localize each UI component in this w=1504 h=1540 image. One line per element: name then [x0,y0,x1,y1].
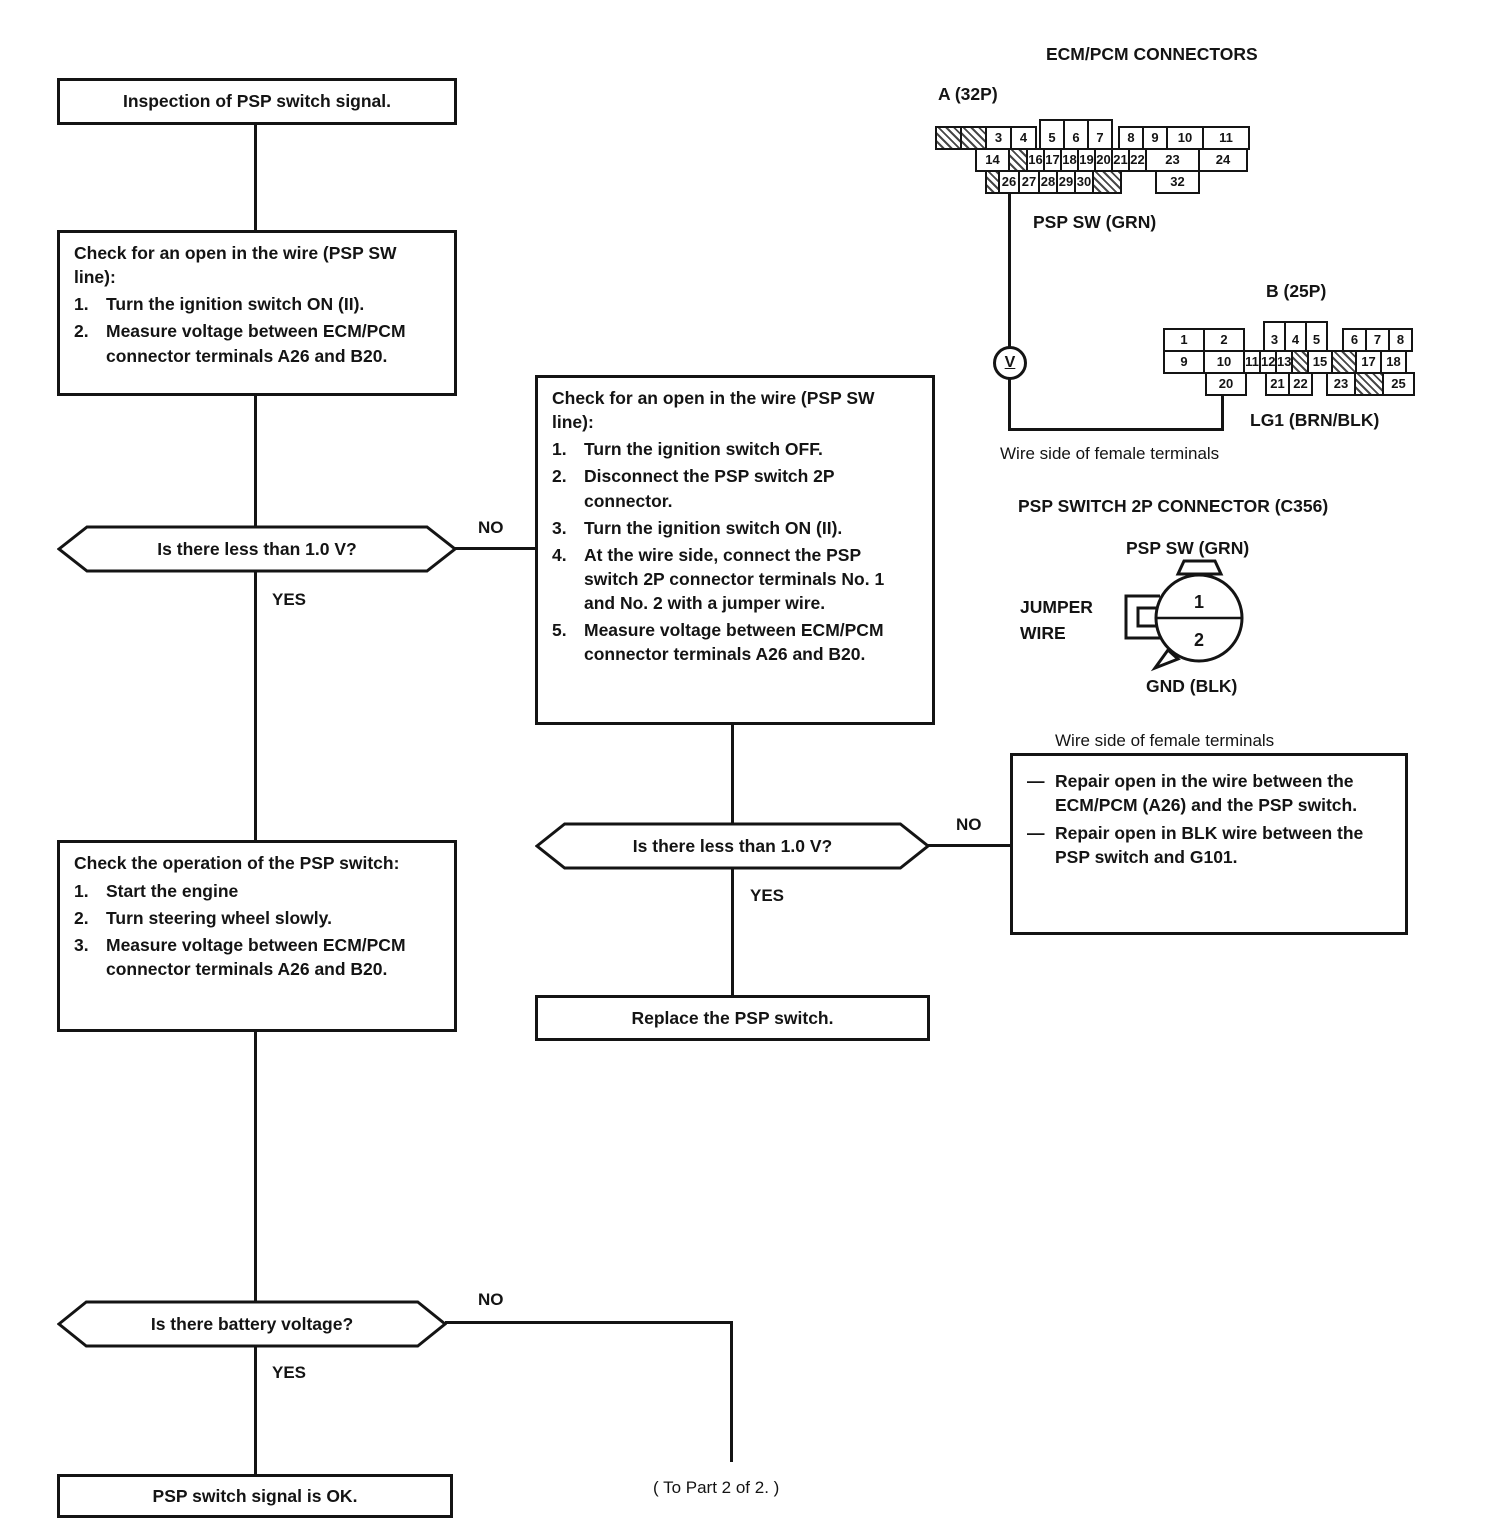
node-check-open-wire-2 [535,375,935,725]
pin-cell-1: 1 [1163,328,1205,352]
item-text: Measure voltage between ECM/PCM connector terminals A26 and B20. [106,934,406,980]
pin-cell-2: 2 [1203,328,1245,352]
decision-battery-voltage [57,1300,447,1348]
label-yes-2: YES [750,886,785,905]
item-text: Start the engine [106,880,239,901]
pin-cell-19: 19 [1077,148,1096,172]
wire-lg1-up [1221,395,1224,431]
connector-b-row-1 [1163,328,1413,352]
flow-line-yes-1 [254,571,257,842]
pin-cell-24: 24 [1198,148,1248,172]
label-no-3: NO [478,1290,504,1309]
lg1-brn-blk-label: LG1 (BRN/BLK) [1250,410,1380,430]
item-text: Turn the ignition switch ON (II). [584,517,843,538]
pin-cell-13: 13 [1275,350,1293,374]
pin-cell-21: 21 [1111,148,1130,172]
item-number: 3. [552,517,567,538]
item-number: 2. [74,321,89,342]
pin-cell-7: 7 [1365,328,1390,352]
flow-line-to-part2 [730,1321,733,1462]
node-repair-open [1010,753,1408,935]
list-item [74,292,442,316]
list-item [552,516,920,540]
pin-cell-20: 20 [1205,372,1247,396]
list-item [552,464,920,512]
node-inspection [57,78,457,125]
pin-cell-blocked [1008,148,1028,172]
flow-line [731,723,734,824]
jumper-wire-label [1020,594,1093,647]
psp-2p-connector-title: PSP SWITCH 2P CONNECTOR (C356) [1018,496,1329,516]
item-number: 1. [74,294,89,315]
node-title: Replace the PSP switch. [631,1007,834,1028]
terminal-2-label: 2 [1193,630,1205,650]
pin-cell-blocked [1092,170,1122,194]
pin-cell-20: 20 [1094,148,1113,172]
node-title: PSP switch signal is OK. [152,1485,358,1506]
decision-question: Is there battery voltage? [150,1313,354,1334]
wire-voltmeter-down [1008,378,1011,431]
pin-cell-17: 17 [1043,148,1062,172]
pin-cell-23: 23 [1326,372,1356,396]
list-item [552,543,920,615]
node-title: Check the operation of the PSP switch: [74,853,400,873]
item-number: 3. [74,934,89,955]
pin-cell-27: 27 [1018,170,1040,194]
pin-cell-32: 32 [1155,170,1200,194]
label-yes-1: YES [272,590,307,609]
item-text: Turn the ignition switch OFF. [584,439,823,460]
pin-cell-22: 22 [1288,372,1313,396]
node-title: Check for an open in the wire (PSP SW line): [74,243,397,287]
terminal-1-label: 1 [1193,592,1205,612]
pin-cell-10: 10 [1203,350,1245,374]
repair-item [1027,769,1393,817]
node-title: Check for an open in the wire (PSP SW line): [552,388,875,432]
pin-cell-9: 9 [1163,350,1205,374]
decision-less-than-1v-a [57,525,457,573]
item-text: Repair open in the wire between the ECM/PCM (A26) and the PSP switch. [1055,771,1358,816]
pin-cell-9: 9 [1142,126,1168,150]
pin-cell-23: 23 [1145,148,1200,172]
pin-cell-18: 18 [1380,350,1407,374]
connector-a-row-3 [985,170,1248,194]
pin-cell-14: 14 [975,148,1010,172]
pin-cell-4: 4 [1010,126,1037,150]
node-replace-psp-switch [535,995,930,1041]
ecm-pcm-connectors-title: ECM/PCM CONNECTORS [1046,44,1258,64]
connector-top-tab [1178,561,1221,574]
item-text: At the wire side, connect the PSP switch 2P connector terminals No. 1 and No. 2 with a jumper wire. [584,544,885,614]
flow-line [254,124,257,232]
wire-side-note-2: Wire side of female terminals [1055,731,1275,750]
voltmeter-icon [993,346,1027,380]
list-item [74,879,442,903]
pin-cell-7: 7 [1087,119,1113,150]
pin-cell-16: 16 [1026,148,1045,172]
pin-gap [1311,372,1326,396]
item-text: Measure voltage between ECM/PCM connector terminals A26 and B20. [584,620,884,665]
pin-cell-6: 6 [1063,119,1089,150]
flow-line-no-2 [928,844,1012,847]
flow-line [254,1030,257,1302]
pin-cell-12: 12 [1259,350,1277,374]
wire-psp-sw [1008,194,1011,348]
connector-a-label: A (32P) [938,84,998,104]
psp-2p-connector-drawing [1112,558,1287,680]
to-part-2-label: ( To Part 2 of 2. ) [653,1478,780,1497]
pin-cell-30: 30 [1074,170,1094,194]
decision-question: Is there less than 1.0 V? [157,538,357,559]
item-text: Turn the ignition switch ON (II). [106,294,365,315]
flow-line-yes-3 [254,1346,257,1476]
connector-b-label: B (25P) [1266,281,1327,301]
item-text: Measure voltage between ECM/PCM connector terminals A26 and B20. [106,321,406,366]
pin-cell-blocked [1354,372,1384,396]
jumper-wire-label-line2: WIRE [1020,623,1066,644]
pin-cell-8: 8 [1388,328,1413,352]
list-item [552,437,920,461]
wire-side-note-1: Wire side of female terminals [1000,444,1220,463]
flow-line-yes-2 [731,868,734,997]
connector-a-row-1 [935,126,1248,150]
item-number: 1. [74,880,89,901]
connector-a-row-2 [975,148,1248,172]
list-item [74,319,442,367]
pin-cell-18: 18 [1060,148,1079,172]
pin-gap [1120,170,1155,194]
connector-b-diagram [1163,328,1413,396]
pin-gap [1111,126,1118,150]
psp-sw-grn-label-a: PSP SW (GRN) [1033,212,1157,232]
item-number: 1. [552,439,567,460]
pin-cell-26: 26 [998,170,1020,194]
pin-cell-15: 15 [1307,350,1333,374]
pin-cell-17: 17 [1355,350,1382,374]
flow-line-no-3 [445,1321,733,1324]
pin-cell-3: 3 [1263,321,1286,352]
jumper-wire-label-line1: JUMPER [1020,597,1093,617]
dash-bullet: — [1027,823,1045,844]
item-number: 2. [552,466,567,487]
wire-horizontal [1008,428,1224,431]
connector-b-row-2 [1163,350,1413,374]
pin-gap [1245,372,1265,396]
item-text: Disconnect the PSP switch 2P connector. [584,466,835,511]
pin-cell-25: 25 [1382,372,1415,396]
decision-question: Is there less than 1.0 V? [632,835,833,856]
repair-item [1027,821,1393,869]
pin-cell-11: 11 [1202,126,1250,150]
psp-sw-grn-label-2p: PSP SW (GRN) [1126,538,1250,558]
pin-cell-5: 5 [1305,321,1328,352]
pin-cell-10: 10 [1166,126,1204,150]
decision-less-than-1v-b [535,822,930,870]
pin-cell-3: 3 [985,126,1012,150]
pin-cell-blocked [960,126,987,150]
pin-cell-6: 6 [1342,328,1367,352]
node-check-psp-operation [57,840,457,1032]
list-item [74,933,442,981]
pin-cell-blocked [935,126,962,150]
pin-cell-21: 21 [1265,372,1290,396]
pin-cell-4: 4 [1284,321,1307,352]
item-text: Repair open in BLK wire between the PSP switch and G101. [1055,823,1364,868]
item-number: 2. [74,907,89,928]
voltmeter-letter: V [1004,354,1016,371]
node-check-open-wire-1 [57,230,457,396]
dash-bullet: — [1027,771,1045,791]
pin-cell-5: 5 [1039,119,1065,150]
item-number: 4. [552,544,567,565]
pin-cell-8: 8 [1118,126,1144,150]
pin-gap [1243,328,1263,352]
list-item [74,906,442,930]
gnd-blk-label: GND (BLK) [1146,676,1238,696]
pin-cell-blocked [1331,350,1357,374]
label-no-1: NO [478,518,504,537]
node-psp-ok [57,1474,453,1518]
item-text: Turn steering wheel slowly. [106,907,332,928]
connector-a-diagram [935,126,1248,194]
label-no-2: NO [956,815,982,834]
pin-gap [1326,328,1342,352]
item-number: 5. [552,620,567,641]
flow-line-no-1 [455,547,537,550]
psp-2p-connector-diagram [1112,558,1287,680]
pin-cell-29: 29 [1056,170,1076,194]
node-inspection-title: Inspection of PSP switch signal. [122,91,392,111]
pin-cell-22: 22 [1128,148,1147,172]
pin-cell-28: 28 [1038,170,1058,194]
pin-cell-11: 11 [1243,350,1261,374]
flow-line [254,394,257,527]
label-yes-3: YES [272,1363,307,1382]
connector-b-row-3 [1205,372,1413,396]
list-item [552,618,920,666]
